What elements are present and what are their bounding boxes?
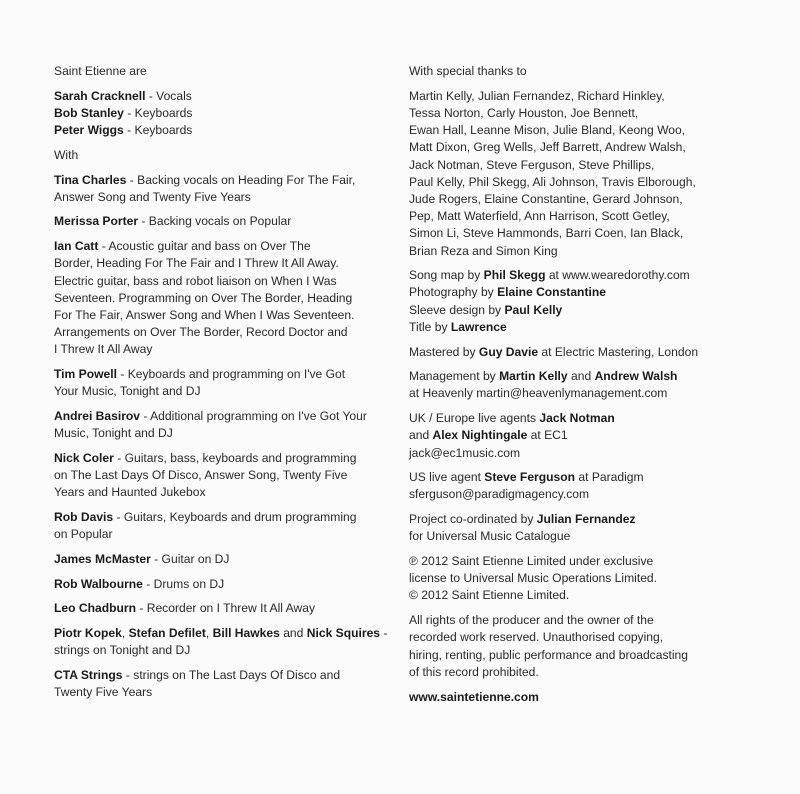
body-text: at www.wearedorothy.com	[545, 268, 690, 283]
body-text: for Universal Music Catalogue	[409, 529, 571, 544]
body-text: - Backing vocals on Heading For The Fair,	[126, 172, 356, 187]
body-text: All rights of the producer and the owner of the	[409, 613, 654, 628]
text-line	[54, 600, 384, 617]
right-paragraph	[409, 553, 744, 605]
text-line	[54, 147, 384, 164]
body-text: Photography by	[409, 285, 498, 300]
text-line	[409, 208, 744, 225]
body-text: Sleeve design by	[409, 302, 505, 317]
name-text: Alex Nightingale	[432, 428, 528, 443]
name-text: Piotr Kopek	[54, 625, 122, 640]
text-line	[409, 267, 744, 284]
left-paragraph	[54, 576, 384, 593]
right-paragraph	[409, 88, 744, 260]
text-line	[409, 469, 744, 486]
left-paragraph	[54, 408, 384, 442]
name-text: Guy Davie	[478, 344, 539, 359]
left-paragraph	[54, 625, 388, 659]
text-line	[54, 172, 384, 189]
text-line	[54, 307, 384, 324]
body-text: Matt Dixon, Greg Wells, Jeff Barrett, Andrew Walsh,	[409, 140, 686, 155]
body-text: Jude Rogers, Elaine Constantine, Gerard Johnson,	[409, 191, 683, 206]
text-line	[54, 684, 384, 701]
text-line	[54, 189, 384, 206]
body-text: hiring, renting, public performance and broadcasting	[409, 647, 688, 662]
text-line	[54, 255, 384, 272]
name-text: CTA Strings	[54, 667, 123, 682]
right-paragraph	[409, 267, 744, 336]
body-text: I Threw It All Away	[54, 342, 153, 357]
body-text: Ewan Hall, Leanne Mison, Julie Bland, Keong Woo,	[409, 123, 686, 138]
body-text: on The Last Days Of Disco, Answer Song, Twenty Five	[54, 468, 348, 483]
name-text: Elaine Constantine	[497, 285, 606, 300]
text-line	[409, 445, 744, 462]
right-paragraph	[409, 511, 744, 545]
body-text: Brian Reza and Simon King	[409, 243, 558, 258]
text-line	[409, 570, 744, 587]
name-text: Nick Squires	[306, 625, 381, 640]
body-text: Management by	[409, 369, 500, 384]
text-line	[54, 213, 384, 230]
text-line	[54, 63, 384, 80]
name-text: Andrei Basirov	[54, 408, 141, 423]
text-line	[54, 425, 384, 442]
name-text: James McMaster	[54, 551, 151, 566]
body-text: © 2012 Saint Etienne Limited.	[409, 588, 570, 603]
text-line	[54, 341, 384, 358]
body-text: jack@ec1music.com	[409, 445, 521, 460]
body-text: sferguson@paradigmagency.com	[409, 487, 590, 502]
body-text: UK / Europe live agents	[409, 411, 540, 426]
body-text: US live agent	[409, 470, 485, 485]
body-text: Saint Etienne are	[54, 64, 147, 78]
text-line	[54, 408, 384, 425]
body-text: - Drums on DJ	[142, 576, 225, 591]
left-paragraph	[54, 238, 384, 358]
text-line	[54, 122, 384, 139]
text-line	[54, 238, 384, 255]
body-text: Seventeen. Programming on Over The Border, Heading	[54, 290, 353, 305]
right-paragraph	[409, 612, 744, 681]
body-text: - Keyboards	[123, 105, 193, 120]
text-line	[54, 273, 384, 290]
body-text: Jack Notman, Steve Ferguson, Steve Phillips,	[409, 157, 655, 172]
name-text: Peter Wiggs	[54, 123, 124, 138]
left-paragraph	[54, 450, 384, 502]
name-text: Tina Charles	[54, 172, 127, 187]
text-line	[54, 290, 384, 307]
text-line	[409, 385, 744, 402]
name-text: Leo Chadburn	[54, 601, 136, 616]
name-text: Steve Ferguson	[484, 470, 576, 485]
body-text: Pep, Matt Waterfield, Ann Harrison, Scott Getley,	[409, 209, 670, 224]
name-text: Andrew Walsh	[594, 369, 678, 384]
text-line	[409, 629, 744, 646]
thanks-and-info-column	[409, 63, 744, 713]
name-text: Paul Kelly	[504, 302, 563, 317]
name-text: Ian Catt	[54, 239, 99, 254]
body-text: - Additional programming on I've Got Your	[140, 408, 367, 423]
body-text: ,	[205, 625, 213, 640]
body-text: Tessa Norton, Carly Houston, Joe Bennett,	[409, 105, 639, 120]
name-text: Julian Fernandez	[536, 512, 636, 527]
text-line	[54, 667, 384, 684]
text-line	[409, 225, 744, 242]
text-line	[409, 139, 744, 156]
body-text: Your Music, Tonight and DJ	[54, 384, 201, 399]
body-text: With special thanks to	[409, 64, 527, 78]
body-text: Music, Tonight and DJ	[54, 426, 173, 441]
body-text: Years and Haunted Jukebox	[54, 485, 206, 500]
text-line	[409, 427, 744, 444]
text-line	[409, 528, 744, 545]
text-line	[409, 302, 744, 319]
right-paragraph	[409, 344, 744, 361]
body-text: - Backing vocals on Popular	[138, 214, 292, 229]
text-line	[54, 366, 384, 383]
body-text: of this record prohibited.	[409, 664, 539, 679]
left-paragraph	[54, 63, 384, 80]
text-line	[409, 368, 744, 385]
text-line	[54, 467, 384, 484]
name-text: Rob Walbourne	[54, 576, 143, 591]
text-line	[54, 88, 384, 105]
text-line	[54, 551, 384, 568]
body-text: and	[567, 369, 595, 384]
body-text: Song map by	[409, 268, 484, 283]
body-text: Electric guitar, bass and robot liaison on When I Was	[54, 273, 337, 288]
text-line	[409, 647, 744, 664]
body-text: ,	[121, 625, 129, 640]
credits-column	[54, 63, 388, 709]
body-text: Simon Li, Steve Hammonds, Barri Coen, Ian Black,	[409, 226, 684, 241]
text-line	[409, 191, 744, 208]
left-paragraph	[54, 88, 384, 140]
text-line	[409, 553, 744, 570]
body-text: Title by	[409, 319, 451, 334]
body-text: -	[380, 625, 388, 640]
body-text: - strings on The Last Days Of Disco and	[122, 667, 341, 682]
name-text: Martin Kelly	[499, 369, 568, 384]
name-text: Bob Stanley	[54, 105, 124, 120]
body-text: at EC1	[527, 428, 568, 443]
text-line	[409, 319, 744, 336]
body-text: - Vocals	[145, 88, 192, 103]
body-text: at Heavenly martin@heavenlymanagement.com	[409, 386, 668, 401]
body-text: and	[279, 625, 307, 640]
right-paragraph	[409, 469, 744, 503]
name-text: Jack Notman	[539, 411, 615, 426]
body-text: Arrangements on Over The Border, Record Doctor and	[54, 325, 348, 340]
body-text: strings on Tonight and DJ	[54, 643, 191, 658]
text-line	[409, 63, 744, 80]
name-text: www.saintetienne.com	[409, 689, 539, 704]
body-text: license to Universal Music Operations Limited.	[409, 571, 658, 586]
text-line	[54, 324, 384, 341]
body-text: Project co-ordinated by	[409, 512, 537, 527]
name-text: Lawrence	[450, 319, 507, 334]
text-line	[409, 486, 744, 503]
text-line	[54, 509, 384, 526]
left-paragraph	[54, 600, 384, 617]
body-text: - Guitars, Keyboards and drum programming	[113, 509, 357, 524]
body-text: Border, Heading For The Fair and I Threw It All Away.	[54, 256, 339, 271]
body-text: at Paradigm	[575, 470, 644, 485]
body-text: - Keyboards	[123, 123, 193, 138]
body-text: on Popular	[54, 527, 113, 542]
text-line	[409, 344, 744, 361]
text-line	[409, 88, 744, 105]
body-text: - Guitar on DJ	[150, 551, 230, 566]
left-paragraph	[54, 509, 384, 543]
body-text: - Keyboards and programming on I've Got	[116, 367, 346, 382]
text-line	[409, 243, 744, 260]
right-paragraph	[409, 63, 744, 80]
body-text: recorded work reserved. Unauthorised copying,	[409, 630, 664, 645]
body-text: Mastered by	[409, 344, 479, 359]
text-line	[54, 526, 384, 543]
text-line	[409, 105, 744, 122]
name-text: Bill Hawkes	[212, 625, 280, 640]
text-line	[54, 642, 384, 659]
body-text: - Recorder on I Threw It All Away	[135, 601, 315, 616]
text-line	[409, 284, 744, 301]
right-paragraph	[409, 410, 744, 462]
name-text: Nick Coler	[54, 450, 114, 465]
left-paragraph	[54, 172, 384, 206]
text-line	[54, 484, 384, 501]
text-line	[409, 689, 744, 706]
left-paragraph	[54, 213, 384, 230]
body-text: Martin Kelly, Julian Fernandez, Richard Hinkley,	[409, 88, 665, 103]
text-line	[409, 157, 744, 174]
name-text: Merissa Porter	[54, 214, 139, 229]
text-line	[54, 576, 384, 593]
name-text: Stefan Defilet	[128, 625, 206, 640]
body-text: - Acoustic guitar and bass on Over The	[98, 239, 311, 254]
body-text: Answer Song and Twenty Five Years	[54, 189, 251, 204]
right-paragraph	[409, 368, 744, 402]
name-text: Sarah Cracknell	[54, 88, 146, 103]
body-text: Paul Kelly, Phil Skegg, Ali Johnson, Travis Elborough,	[409, 174, 696, 189]
text-line	[409, 174, 744, 191]
text-line	[409, 612, 744, 629]
name-text: Phil Skegg	[483, 268, 546, 283]
text-line	[409, 511, 744, 528]
left-paragraph	[54, 551, 384, 568]
body-text: and	[409, 428, 433, 443]
left-paragraph	[54, 147, 384, 164]
left-paragraph	[54, 366, 384, 400]
left-paragraph	[54, 667, 384, 701]
name-text: Rob Davis	[54, 509, 114, 524]
website-url	[409, 689, 744, 706]
text-line	[409, 122, 744, 139]
body-text: Twenty Five Years	[54, 685, 153, 700]
body-text: ℗ 2012 Saint Etienne Limited under exclusive	[409, 554, 654, 569]
body-text: - Guitars, bass, keyboards and programming	[113, 450, 357, 465]
body-text: at Electric Mastering, London	[538, 344, 699, 359]
body-text: With	[54, 147, 79, 162]
text-line	[409, 664, 744, 681]
text-line	[409, 587, 744, 604]
text-line	[54, 625, 388, 642]
body-text: For The Fair, Answer Song and When I Was Seventeen.	[54, 307, 355, 322]
name-text: Tim Powell	[54, 367, 117, 382]
text-line	[54, 383, 384, 400]
text-line	[409, 410, 744, 427]
text-line	[54, 450, 384, 467]
text-line	[54, 105, 384, 122]
